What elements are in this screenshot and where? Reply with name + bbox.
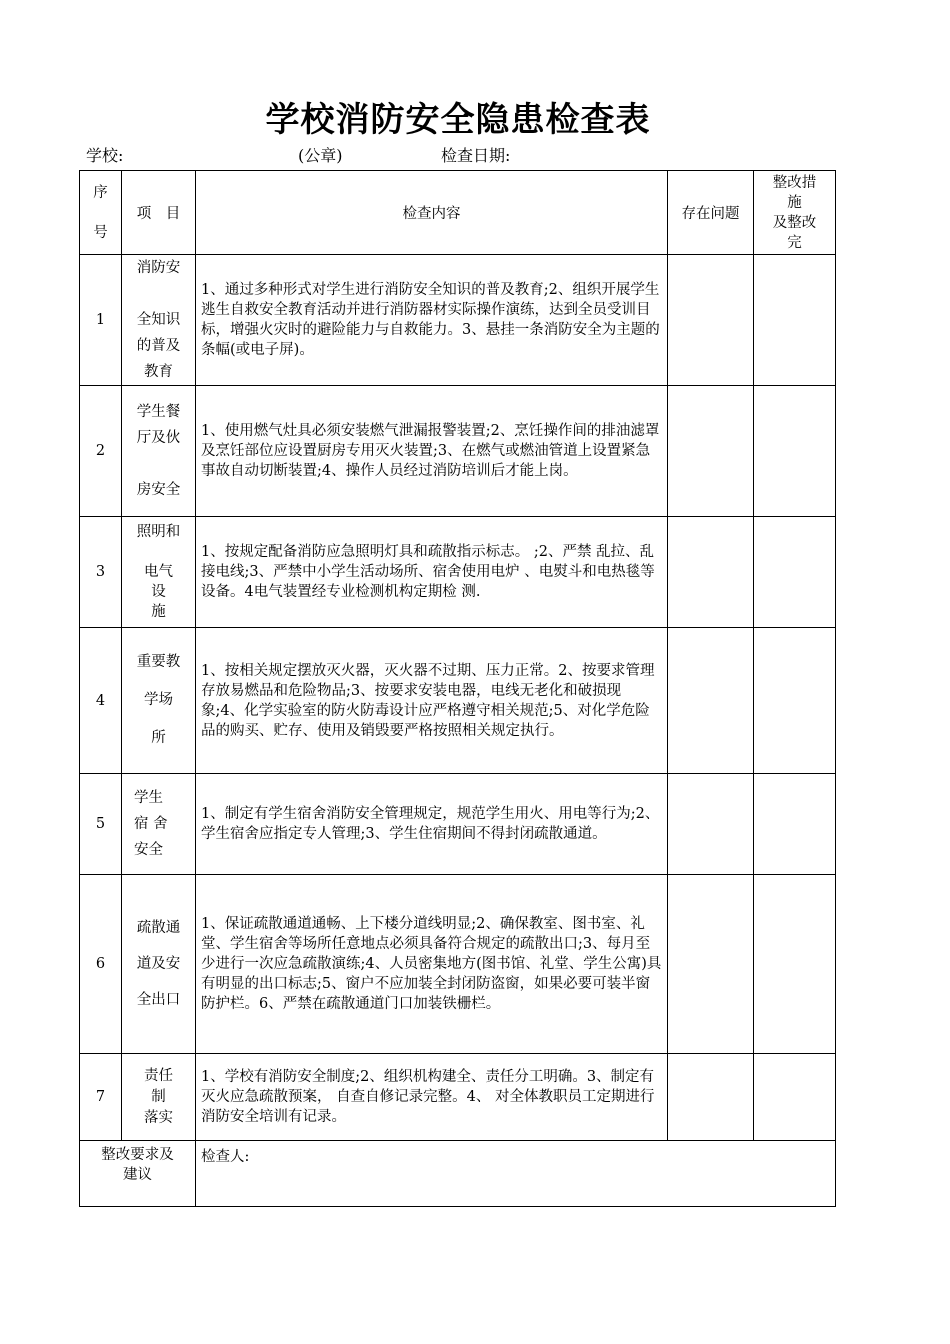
header-item: 项 目 bbox=[122, 171, 196, 255]
table-row bbox=[80, 774, 836, 875]
row-number: 4 bbox=[80, 628, 122, 774]
row-content: 1、制定有学生宿舍消防安全管理规定，规范学生用火、用电等行为;2、学生宿舍应指定专人管理;3、学生住宿期间不得封闭疏散通道。 bbox=[196, 774, 668, 875]
form-title: 学校消防安全隐患检查表 bbox=[265, 100, 651, 140]
row-rectify-cell[interactable] bbox=[754, 875, 836, 1054]
row-problem-cell[interactable] bbox=[668, 628, 754, 774]
row-rectify-cell[interactable] bbox=[754, 1054, 836, 1141]
row-problem-cell[interactable] bbox=[668, 774, 754, 875]
row-problem-cell[interactable] bbox=[668, 1054, 754, 1141]
table-row bbox=[80, 875, 836, 1054]
row-item: 学生餐 厅及伙 房安全 bbox=[122, 386, 196, 517]
row-item: 重要教 学场 所 bbox=[122, 628, 196, 774]
row-number: 2 bbox=[80, 386, 122, 517]
table-row bbox=[80, 628, 836, 774]
row-content: 1、学校有消防安全制度;2、组织机构建全、责任分工明确。3、制定有灭火应急疏散预案， 自查自修记录完整。4、 对全体教职员工定期进行消防安全培训有记录。 bbox=[196, 1054, 668, 1141]
row-number: 7 bbox=[80, 1054, 122, 1141]
seal-label: (公章) bbox=[298, 146, 343, 165]
inspection-date-label: 检查日期: bbox=[441, 146, 511, 165]
table-row bbox=[80, 517, 836, 628]
row-item: 学生 宿 舍 安全 bbox=[122, 774, 196, 875]
header-row bbox=[80, 171, 836, 255]
row-number: 1 bbox=[80, 255, 122, 386]
school-label: 学校: bbox=[86, 146, 124, 165]
inspector-field[interactable]: 检查人: bbox=[196, 1141, 836, 1207]
table-row bbox=[80, 386, 836, 517]
row-problem-cell[interactable] bbox=[668, 386, 754, 517]
table-row bbox=[80, 1054, 836, 1141]
row-content: 1、按规定配备消防应急照明灯具和疏散指示标志。 ;2、严禁 乱拉、乱接电线;3、严禁中小学生活动场所、宿舍使用电炉 、电熨斗和电热毯等设备。4电气装置经专业检测机构定期检 测. bbox=[196, 517, 668, 628]
row-rectify-cell[interactable] bbox=[754, 386, 836, 517]
footer-row bbox=[80, 1141, 836, 1207]
row-number: 3 bbox=[80, 517, 122, 628]
row-item: 照明和 电气 设 施 bbox=[122, 517, 196, 628]
header-rectify: 整改措 施 及整改 完 bbox=[754, 171, 836, 255]
row-rectify-cell[interactable] bbox=[754, 255, 836, 386]
row-item: 责任 制 落实 bbox=[122, 1054, 196, 1141]
row-item: 疏散通 道及安 全出口 bbox=[122, 875, 196, 1054]
row-problem-cell[interactable] bbox=[668, 517, 754, 628]
table-row bbox=[80, 255, 836, 386]
row-rectify-cell[interactable] bbox=[754, 628, 836, 774]
row-number: 6 bbox=[80, 875, 122, 1054]
header-problem: 存在问题 bbox=[668, 171, 754, 255]
suggestions-label: 整改要求及 建议 bbox=[80, 1141, 196, 1207]
row-item: 消防安 全知识 的普及 教育 bbox=[122, 255, 196, 386]
row-content: 1、使用燃气灶具必须安装燃气泄漏报警装置;2、烹饪操作间的排油滤罩及烹饪部位应设置厨房专用灭火装置;3、在燃气或燃油管道上设置紧急事故自动切断装置;4、操作人员经过消防培训后才能上岗。 bbox=[196, 386, 668, 517]
header-no: 序 号 bbox=[80, 171, 122, 255]
row-rectify-cell[interactable] bbox=[754, 517, 836, 628]
row-problem-cell[interactable] bbox=[668, 875, 754, 1054]
row-content: 1、保证疏散通道通畅、上下楼分道线明显;2、确保教室、图书室、礼堂、学生宿舍等场所任意地点必须具备符合规定的疏散出口;3、每月至少进行一次应急疏散演练;4、人员密集地方(图书馆、礼堂、学生公寓)具有明显的出口标志;5、窗户不应加装全封闭防盗窗，如果必要可装半窗防护栏。6、严禁在疏散通道门口加装铁栅栏。 bbox=[196, 875, 668, 1054]
header-content: 检查内容 bbox=[196, 171, 668, 255]
row-problem-cell[interactable] bbox=[668, 255, 754, 386]
row-content: 1、通过多种形式对学生进行消防安全知识的普及教育;2、组织开展学生逃生自救安全教育活动并进行消防器材实际操作演练，达到全员受训目标，增强火灾时的避险能力与自救能力。3、悬挂一条消防安全为主题的条幅(或电子屏)。 bbox=[196, 255, 668, 386]
row-rectify-cell[interactable] bbox=[754, 774, 836, 875]
row-number: 5 bbox=[80, 774, 122, 875]
row-content: 1、按相关规定摆放灭火器，灭火器不过期、压力正常。2、按要求管理存放易燃品和危险物品;3、按要求安装电器，电线无老化和破损现象;4、化学实验室的防火防毒设计应严格遵守相关规范;5、对化学危险品的购买、贮存、使用及销毁要严格按照相关规定执行。 bbox=[196, 628, 668, 774]
inspection-table bbox=[79, 170, 836, 1207]
